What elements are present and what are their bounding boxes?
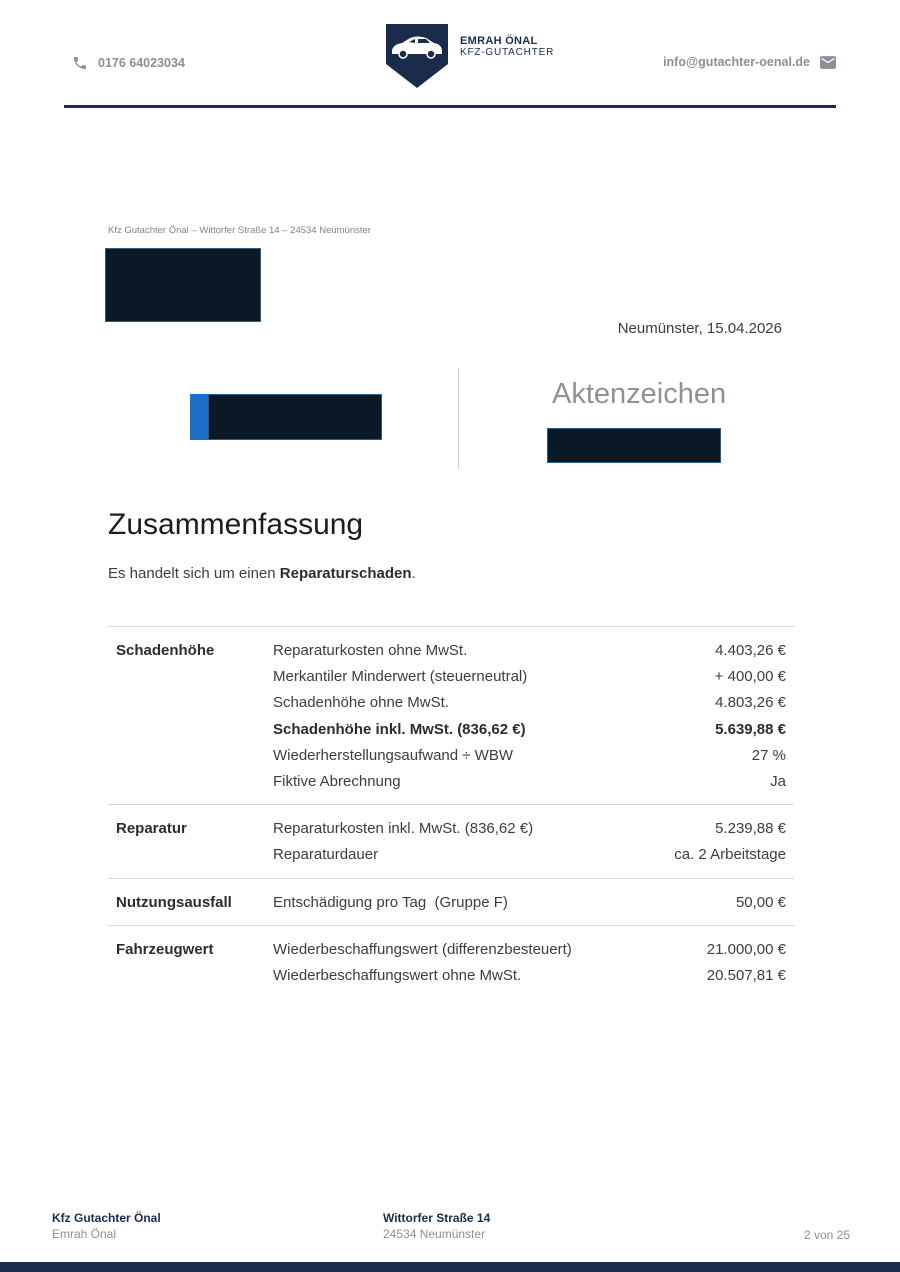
table-row: Reparaturkosten inkl. MwSt. (836,62 €) 5.239,88 € — [273, 820, 786, 838]
vertical-divider — [458, 368, 459, 470]
table-row: Wiederbeschaffungswert (differenzbesteuert) 21.000,00 € — [273, 940, 786, 958]
redacted-vehicle-info — [208, 394, 382, 440]
phone-icon — [72, 55, 88, 71]
page-number: 2 von 25 — [803, 1228, 850, 1242]
section-heading: Fahrzeugwert — [116, 940, 214, 958]
section-nutzungsausfall — [108, 878, 794, 925]
section-reparatur — [108, 804, 794, 877]
table-row: Reparaturkosten ohne MwSt. 4.403,26 € — [273, 642, 786, 659]
table-row: Entschädigung pro Tag (Gruppe F) 50,00 € — [273, 893, 786, 911]
footer-city: 24534 Neumünster — [383, 1227, 486, 1241]
section-schadenhoehe — [108, 626, 794, 804]
mail-icon — [820, 56, 836, 69]
header-email[interactable] — [663, 55, 836, 69]
email-address: info@gutachter-oenal.de — [663, 55, 810, 69]
footer-company — [52, 1211, 161, 1241]
date-line: Neumünster, 15.04.2026 — [617, 320, 782, 337]
footer-company-name: Kfz Gutachter Önal — [52, 1211, 161, 1225]
redacted-case-number — [547, 428, 721, 463]
case-number-label: Aktenzeichen — [552, 378, 727, 410]
damage-type: Reparaturschaden — [279, 565, 412, 582]
table-row: Wiederherstellungsaufwand ÷ WBW 27 % — [273, 746, 786, 764]
footer-street: Wittorfer Straße 14 — [383, 1211, 491, 1225]
footer-owner-name: Emrah Önal — [52, 1227, 117, 1241]
header-divider — [64, 105, 836, 108]
table-row-total: Schadenhöhe inkl. MwSt. (836,62 €) 5.639,88 € — [273, 720, 786, 738]
company-logo — [384, 20, 554, 90]
table-row: Merkantiler Minderwert (steuerneutral) + 400,00 € — [273, 668, 786, 686]
redacted-recipient-address — [105, 248, 261, 322]
section-heading: Reparatur — [116, 820, 187, 838]
table-row: Reparaturdauer ca. 2 Arbeitstage — [273, 846, 786, 864]
intro-text: Es handelt sich um einen Reparaturschaden. — [108, 565, 416, 582]
footer-address — [383, 1211, 490, 1241]
table-row: Fiktive Abrechnung Ja — [273, 773, 786, 791]
page-title: Zusammenfassung — [108, 508, 364, 541]
logo-subtitle: KFZ-GUTACHTER — [460, 47, 555, 58]
header-phone[interactable] — [72, 55, 185, 71]
table-row: Schadenhöhe ohne MwSt. 4.803,26 € — [273, 694, 786, 712]
car-shield-logo — [384, 20, 450, 90]
section-heading: Schadenhöhe — [116, 642, 215, 659]
footer-bar — [0, 1262, 900, 1272]
logo-name: EMRAH ÖNAL — [460, 35, 538, 47]
phone-number: 0176 64023034 — [98, 56, 185, 70]
section-fahrzeugwert — [108, 925, 794, 998]
section-heading: Nutzungsausfall — [116, 893, 232, 911]
sender-line: Kfz Gutachter Önal – Wittorfer Straße 14 – 24534 Neumünster — [108, 225, 371, 236]
table-row: Wiederbeschaffungswert ohne MwSt. 20.507,81 € — [273, 967, 786, 985]
summary-table — [108, 626, 794, 998]
